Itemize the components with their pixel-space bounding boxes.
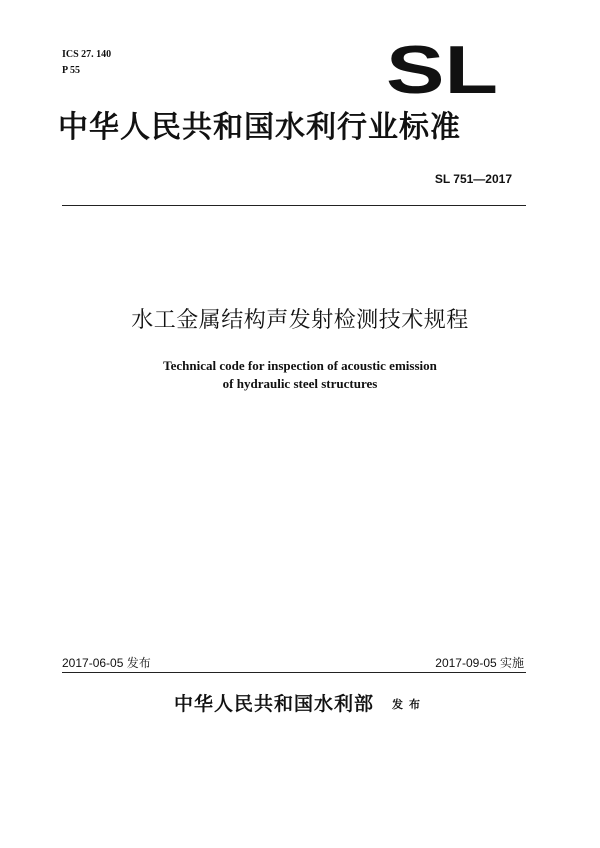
sl-logo-text: SL: [386, 40, 498, 98]
bottom-divider: [62, 672, 526, 673]
english-title: [0, 357, 600, 393]
publisher-line: [0, 690, 600, 718]
english-title-line-2: of hydraulic steel structures: [222, 376, 378, 391]
english-title-line-1: Technical code for inspection of acoustic emission: [163, 358, 437, 373]
classification-block: [62, 47, 111, 79]
publish-label: 发布: [392, 698, 426, 711]
sl-logo: [384, 40, 500, 98]
implementation-date: 2017-09-05 实施: [435, 656, 524, 670]
issue-date: 2017-06-05 发布: [62, 656, 151, 670]
top-divider: [62, 205, 526, 206]
chinese-title: 水工金属结构声发射检测技术规程: [131, 308, 469, 333]
standard-code: SL 751—2017: [434, 172, 512, 186]
org-title: 中华人民共和国水利行业标准: [58, 110, 461, 145]
ics-code: ICS 27. 140: [62, 49, 112, 60]
publisher-name: 中华人民共和国水利部: [173, 693, 374, 715]
category-code: P 55: [62, 65, 81, 76]
